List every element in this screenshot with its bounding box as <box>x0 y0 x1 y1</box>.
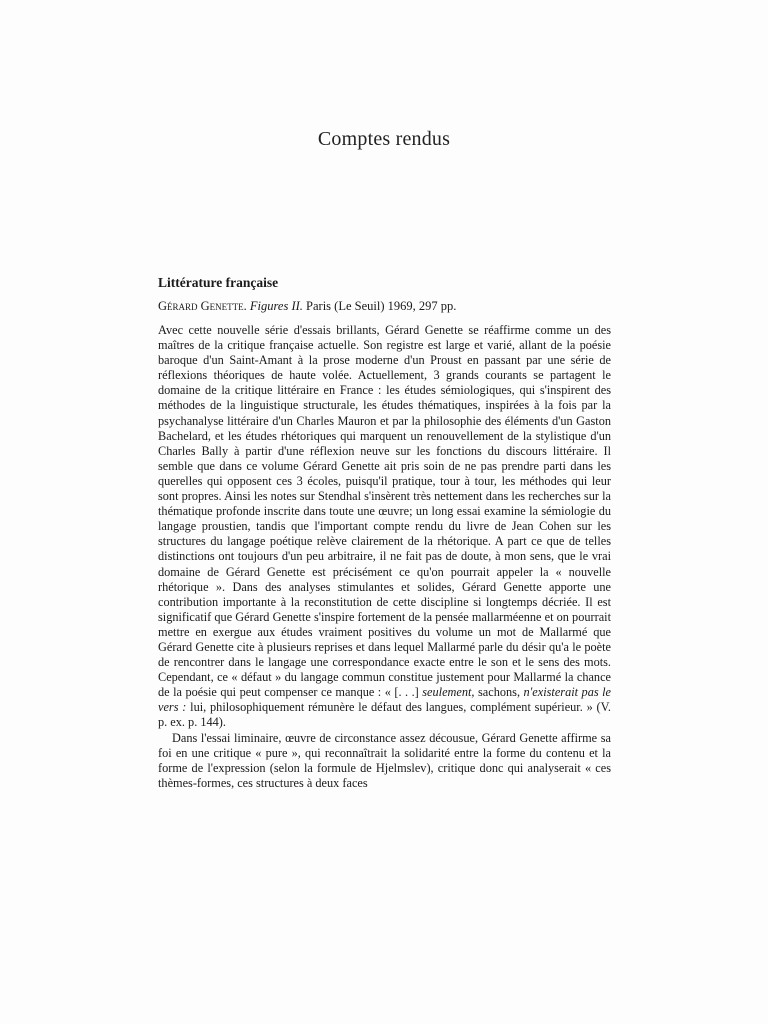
paragraph-1 <box>158 323 611 731</box>
section-title: Littérature française <box>158 275 279 290</box>
review-body <box>158 323 611 791</box>
citation-author: Gérard Genette. <box>158 299 247 313</box>
page-heading: Comptes rendus <box>317 128 451 150</box>
paragraph-1-text: Avec cette nouvelle série d'essais brillants, Gérard Genette se réaffirme comme un des maîtres de la critique française actuelle. Son registre est large et varié, allant de la poésie baroque d'un Saint-Amant à la prose moderne d'un Proust en passant par une série de réflexions théoriques de haute volée. Actuellement, 3 grands courants se partagent le domaine de la critique littéraire en France : les études sémiologiques, qui s'inspirent des méthodes de la linguistique structurale, les études thématiques, inspirées à la fois par la psychanalyse littéraire d'un Charles Mauron et par la philosophie des éléments d'un Gaston Bachelard, et les études rhétoriques qui marquent un renouvellement de la stylistique d'un Charles Bally à partir d'une réflexion neuve sur les fonctions du discours littéraire. Il semble que dans ce volume Gérard Genette ait pris soin de ne pas prendre parti dans les querelles qui opposent ces 3 écoles, puisqu'il pratique, tour à tour, les méthodes qui leur sont propres. Ainsi les notes sur Stendhal s'insèrent très nettement dans les recherches sur la thématique profonde inscrite dans toute une œuvre; un long essai examine la sémiologie du langage proustien, tandis que l'important compte rendu du livre de Jean Cohen sur les structures du langage poétique relève clairement de la rhétorique. A part ce que de telles distinctions ont toujours d'un peu arbitraire, il ne fait pas de doute, à mon sens, que le vrai domaine de Gérard Genette est précisément ce qu'on pourrait appeler la « nouvelle rhétorique ». Dans des analyses stimulantes et solides, Gérard Genette apporte une contribution importante à la reconstitution de cette discipline si longtemps décriée. Il est significatif que Gérard Genette s'inspire fortement de la pensée mallarméenne et on pourrait mettre en exergue aux études vraiment positives du volume un mot de Mallarmé que Gérard Genette cite à plusieurs reprises et dans lequel Mallarmé parle du désir qu'a le poète de rencontrer dans le langage une correspondance exacte entre le son et le sens des mots. Cependant, ce « défaut » du langage commun constitue justement pour Mallarmé la chance de la poésie qui peut compenser ce manque : « [. . .] <box>158 323 611 700</box>
citation-publication: Paris (Le Seuil) 1969, 297 pp. <box>306 299 457 313</box>
paragraph-2: Dans l'essai liminaire, œuvre de circonstance assez décousue, Gérard Genette affirme sa foi en une critique « pure », qui reconnaîtrait la solidarité entre la forme du contenu et la forme de l'expression (selon la formule de Hjelmslev), critique donc qui analyserait « ces thèmes-formes, ces structures à deux faces <box>158 730 611 790</box>
quote-italic-2: n'existerait pas le vers : <box>158 685 612 715</box>
paragraph-1-text-3: lui, philosophiquement rémunère le défaut des langues, complément supérieur. » (V. p. ex. p. 144). <box>158 700 611 730</box>
paragraph-1-text-2: sachons, <box>478 685 521 700</box>
quote-italic-1: seulement, <box>422 685 475 700</box>
review-citation <box>158 299 456 314</box>
citation-title: Figures II. <box>249 299 303 313</box>
